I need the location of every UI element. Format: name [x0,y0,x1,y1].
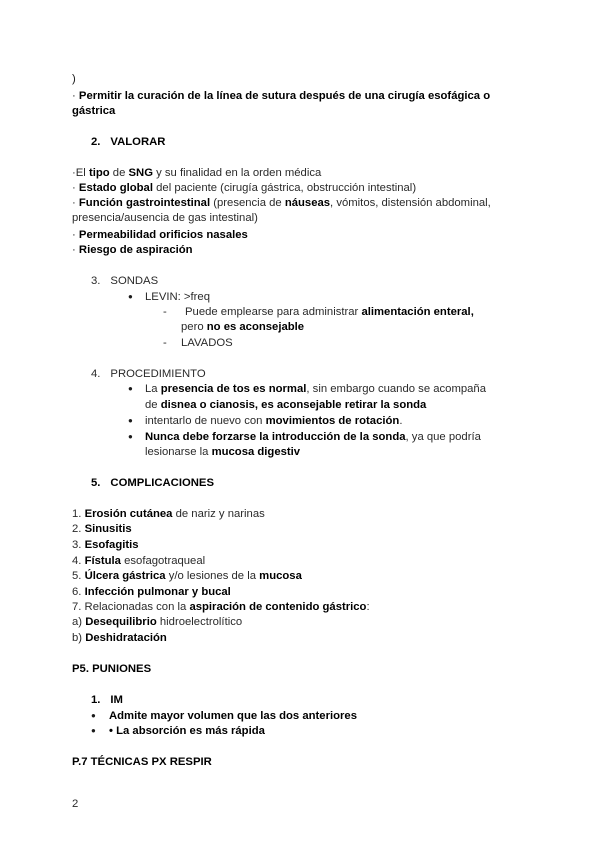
emphasis: tipo [88,167,110,179]
emphasis: Riesgo de aspiración [78,244,193,256]
section-title: VALORAR [110,136,166,148]
stray-paren: ) [72,73,76,85]
emphasis: Sinusitis [84,523,132,535]
text: : [366,601,370,613]
text: · [72,197,79,209]
text: 2. [72,523,85,535]
emphasis: Desequilibrio [85,616,157,628]
comp-item-5 [72,569,302,583]
heading-text: P.7 TÉCNICAS PX RESPIR [72,756,212,768]
emphasis: Úlcera gástrica [84,570,166,582]
emphasis: Función gastrointestinal [78,197,211,209]
bullet-icon: ● [128,416,133,425]
sondas-sub-1 [185,305,474,319]
text: intentarlo de nuevo con [145,415,266,427]
comp-item-a [72,615,242,629]
text: 4. [72,555,85,567]
text: (presencia de [210,197,285,209]
heading-p7 [72,755,212,769]
emphasis: Deshidratación [85,632,167,644]
emphasis: alimentación enteral, [361,306,474,318]
text: 1. [72,508,85,520]
bullet-icon: ● [91,726,96,735]
list-title: IM [110,694,123,706]
emphasis: SNG [128,167,153,179]
intro-text-cont: gástrica [72,105,116,117]
section-number: 5. [91,477,101,489]
text: y su finalidad en la orden médica [152,167,322,179]
valorar-line-3 [72,196,491,210]
text: . [399,415,403,427]
comp-item-6 [72,585,231,599]
valorar-line-4 [72,228,248,242]
heading-p5 [72,662,151,676]
comp-item-2 [72,522,132,536]
dash-icon: - [163,306,167,318]
valorar-line-5 [72,243,193,257]
emphasis: movimientos de rotación [265,415,400,427]
heading-text: P5. PUNIONES [72,663,152,675]
text: de [145,399,161,411]
bullet-icon: ● [128,292,133,301]
text: 3. [72,539,85,551]
proc-bullet-1 [145,382,486,396]
text: de [109,167,129,179]
proc-bullet-1-cont [145,398,426,412]
text: · [72,244,79,256]
list-number: 1. [91,694,101,706]
emphasis: Fístula [84,555,121,567]
comp-item-4 [72,554,205,568]
emphasis: Nunca debe forzarse la introducción de la sonda [145,431,406,443]
section-title: PROCEDIMIENTO [110,368,206,380]
section-heading-valorar [91,135,165,149]
emphasis: Esofagitis [84,539,139,551]
bullet-icon: ● [128,432,133,441]
text: Puede emplearse para administrar [185,306,362,318]
text: , sin embargo cuando se acompaña [306,383,486,395]
emphasis: mucosa digestiv [211,446,301,458]
proc-bullet-3 [145,430,481,444]
text: a) [72,616,86,628]
text: · [72,229,79,241]
emphasis: náuseas [284,197,331,209]
comp-item-3 [72,538,139,552]
p5-im-heading [91,693,123,707]
bullet-icon: ● [128,384,133,393]
valorar-line-3b: presencia/ausencia de gas intestinal) [72,212,258,224]
emphasis: Estado global [78,182,153,194]
text: esofagotraqueal [120,555,206,567]
intro-text: Permitir la curación de la línea de sutura después de una cirugía esofágica o [78,90,491,102]
page-number: 2 [72,798,79,810]
text: 7. Relacionadas con la [72,601,190,613]
text: · [72,182,79,194]
text: pero [181,321,207,333]
emphasis: Permeabilidad orificios nasales [78,229,248,241]
valorar-line-2 [72,181,416,195]
section-title: COMPLICACIONES [110,477,214,489]
text: 6. [72,586,85,598]
proc-bullet-2 [145,414,402,428]
section-number: 4. [91,368,101,380]
valorar-line-1 [72,166,321,180]
section-number: 2. [91,136,101,148]
text: y/o lesiones de la [165,570,260,582]
p5-bullet-1 [109,709,357,723]
emphasis: aspiración de contenido gástrico [189,601,367,613]
bullet-icon: ● [91,711,96,720]
text: de nariz y narinas [172,508,265,520]
text: 5. [72,570,85,582]
text: b) [72,632,86,644]
comp-item-b [72,631,167,645]
dash-icon: - [163,337,167,349]
intro-line-1 [72,89,490,103]
emphasis: presencia de tos es normal [160,383,307,395]
emphasis: Infección pulmonar y bucal [84,586,231,598]
section-heading-sondas [91,274,158,288]
emphasis: mucosa [259,570,302,582]
emphasis: Admite mayor volumen que las dos anteriores [109,710,357,722]
text: La [145,383,161,395]
emphasis: no es aconsejable [206,321,305,333]
sondas-sub-1-cont [181,320,304,334]
section-number: 3. [91,275,101,287]
sondas-sub-2: LAVADOS [181,337,233,349]
text: lesionarse la [145,446,212,458]
text: hidroelectrolítico [156,616,243,628]
emphasis: disnea o cianosis, es aconsejable retirar la sonda [160,399,427,411]
section-heading-complicaciones [91,476,214,490]
text: ·El [72,167,89,179]
text: del paciente (cirugía gástrica, obstrucción intestinal) [152,182,417,194]
p5-bullet-2 [109,724,265,738]
section-heading-procedimiento [91,367,206,381]
emphasis: • La absorción es más rápida [109,725,265,737]
comp-item-7 [72,600,370,614]
text: , vómitos, distensión abdominal, [330,197,491,209]
sondas-levin: LEVIN: >freq [145,291,210,303]
intro-prefix: · [72,90,79,102]
comp-item-1 [72,507,265,521]
section-title: SONDAS [110,275,159,287]
text: , ya que podría [405,431,481,443]
intro-line-2 [72,104,115,118]
emphasis: Erosión cutánea [84,508,173,520]
proc-bullet-3-cont [145,445,300,459]
